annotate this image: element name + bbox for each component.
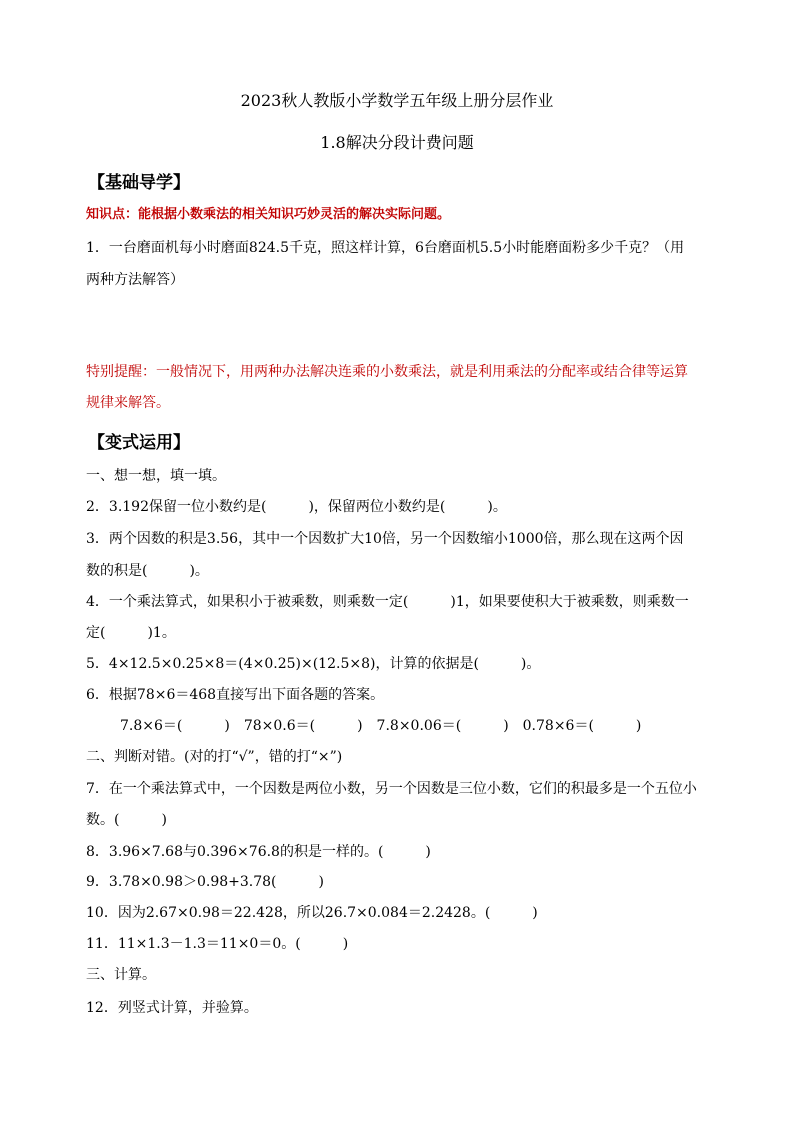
question-10: 10．因为2.67×0.98＝22.428，所以26.7×0.084＝2.2428。( ): [86, 905, 538, 921]
question-3-line-2: 数的积是( )。: [86, 563, 209, 579]
question-11: 11．11×1.3－1.3＝11×0＝0。( ): [86, 936, 349, 952]
question-1-line-1: 1．一台磨面机每小时磨面824.5千克，照这样计算，6台磨面机5.5小时能磨面粉多少千克？（用: [86, 240, 685, 256]
question-12: 12．列竖式计算，并验算。: [86, 1000, 258, 1016]
question-4-line-2: 定( )1。: [86, 625, 176, 641]
section-heading-variation: 【变式运用】: [88, 433, 190, 453]
document-title: 2023秋人教版小学数学五年级上册分层作业: [240, 91, 554, 110]
tip-line-1: 特别提醒：一般情况下，用两种办法解决连乘的小数乘法，就是利用乘法的分配率或结合律等运算: [86, 364, 688, 380]
question-4-line-1: 4．一个乘法算式，如果积小于被乘数，则乘数一定( )1，如果要使积大于被乘数，则乘数一: [86, 594, 689, 610]
knowledge-point: 知识点：能根据小数乘法的相关知识巧妙灵活的解决实际问题。: [86, 207, 451, 222]
tip-line-2: 规律来解答。: [86, 395, 170, 411]
question-3-line-1: 3．两个因数的积是3.56，其中一个因数扩大10倍，另一个因数缩小1000倍，那么现在这两个因: [86, 531, 684, 547]
section-heading-basic: 【基础导学】: [88, 173, 190, 193]
question-8: 8．3.96×7.68与0.396×76.8的积是一样的。( ): [86, 844, 431, 860]
question-5: 5．4×12.5×0.25×8＝(4×0.25)×(12.5×8)，计算的依据是( )。: [86, 656, 541, 672]
question-1-line-2: 两种方法解答）: [86, 272, 184, 288]
part-1-label: 一、想一想，填一填。: [86, 468, 226, 484]
question-7-line-1: 7．在一个乘法算式中，一个因数是两位小数，另一个因数是三位小数，它们的积最多是一个五位小: [86, 781, 697, 797]
question-6-items: 7.8×6＝( ) 78×0.6＝( ) 7.8×0.06＝( ) 0.78×6＝( ): [120, 718, 642, 734]
question-6: 6．根据78×6＝468直接写出下面各题的答案。: [86, 687, 385, 703]
question-7-line-2: 数。( ): [86, 812, 167, 828]
question-2: 2．3.192保留一位小数约是( )，保留两位小数约是( )。: [86, 499, 507, 515]
document-subtitle: 1.8解决分段计费问题: [320, 133, 474, 152]
part-3-label: 三、计算。: [86, 967, 156, 983]
part-2-label: 二、判断对错。(对的打“√”，错的打“×”): [86, 749, 343, 765]
question-9: 9．3.78×0.98＞0.98+3.78( ): [86, 874, 324, 890]
